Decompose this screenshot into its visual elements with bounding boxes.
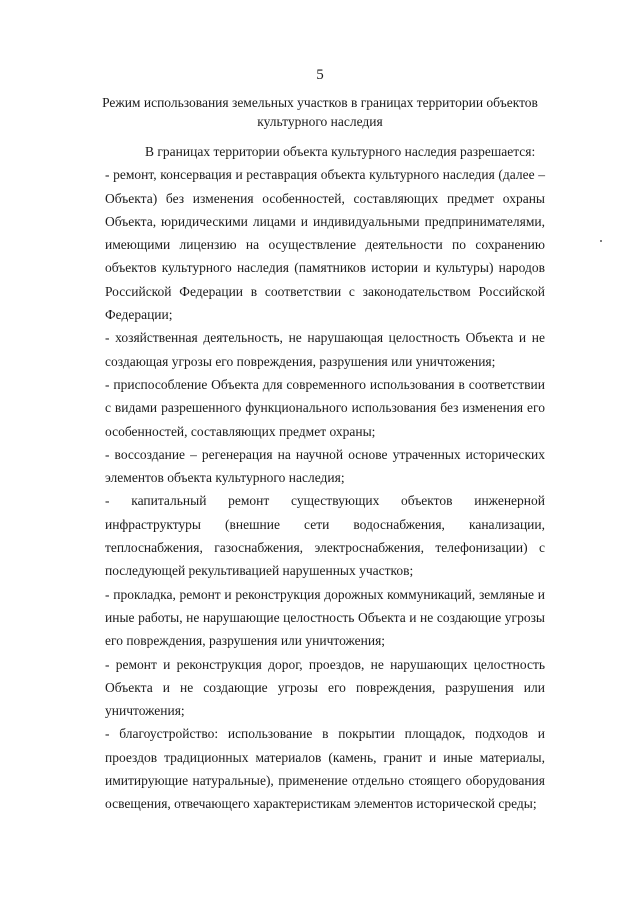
- list-item: - ремонт, консервация и реставрация объекта культурного наследия (далее – Объекта) без изменения особенностей, составляющих предмет охраны Объекта, юридическими лицами и индивидуальными предпринимателями, имеющими лицензию на осуществление деятельности по сохранению объектов культурного наследия (памятников истории и культуры) народов Российской Федерации в соответствии с законодательством Российской Федерации;: [105, 167, 545, 323]
- section-heading: Режим использования земельных участков в границах территории объектов культурного наследия: [102, 95, 538, 129]
- list-item: - ремонт и реконструкция дорог, проездов, не нарушающих целостность Объекта и не создающие угрозы его повреждения, разрушения или уничтожения;: [105, 656, 545, 719]
- intro-paragraph: В границах территории объекта культурного наследия разрешается:: [145, 144, 536, 159]
- list-item: - благоустройство: использование в покрытии площадок, подходов и проездов традиционных материалов (камень, гранит и иные материалы, имитирующие натуральные), применение отдельно стоящего оборудования освещения, отвечающего характеристикам элементов исторической среды;: [105, 726, 545, 812]
- list-item: - капитальный ремонт существующих объектов инженерной инфраструктуры (внешние сети водоснабжения, канализации, теплоснабжения, газоснабжения, электроснабжения, телефонизации) с последующей рекультивацией нарушенных участков;: [105, 493, 545, 579]
- document-body: [105, 140, 545, 816]
- list-item: - прокладка, ремонт и реконструкция дорожных коммуникаций, земляные и иные работы, не нарушающие целостность Объекта и не создающие угрозы его повреждения, разрушения или уничтожения;: [105, 586, 545, 649]
- list-item: - приспособление Объекта для современного использования в соответствии с видами разрешенного функционального использования без изменения его особенностей, составляющих предмет охраны;: [105, 376, 545, 439]
- list-item: - хозяйственная деятельность, не нарушающая целостность Объекта и не создающая угрозы его повреждения, разрушения или уничтожения;: [105, 330, 545, 369]
- scan-speck: [600, 240, 602, 242]
- list-item: - воссоздание – регенерация на научной основе утраченных исторических элементов объекта культурного наследия;: [105, 446, 545, 486]
- page-number: 5: [316, 67, 324, 83]
